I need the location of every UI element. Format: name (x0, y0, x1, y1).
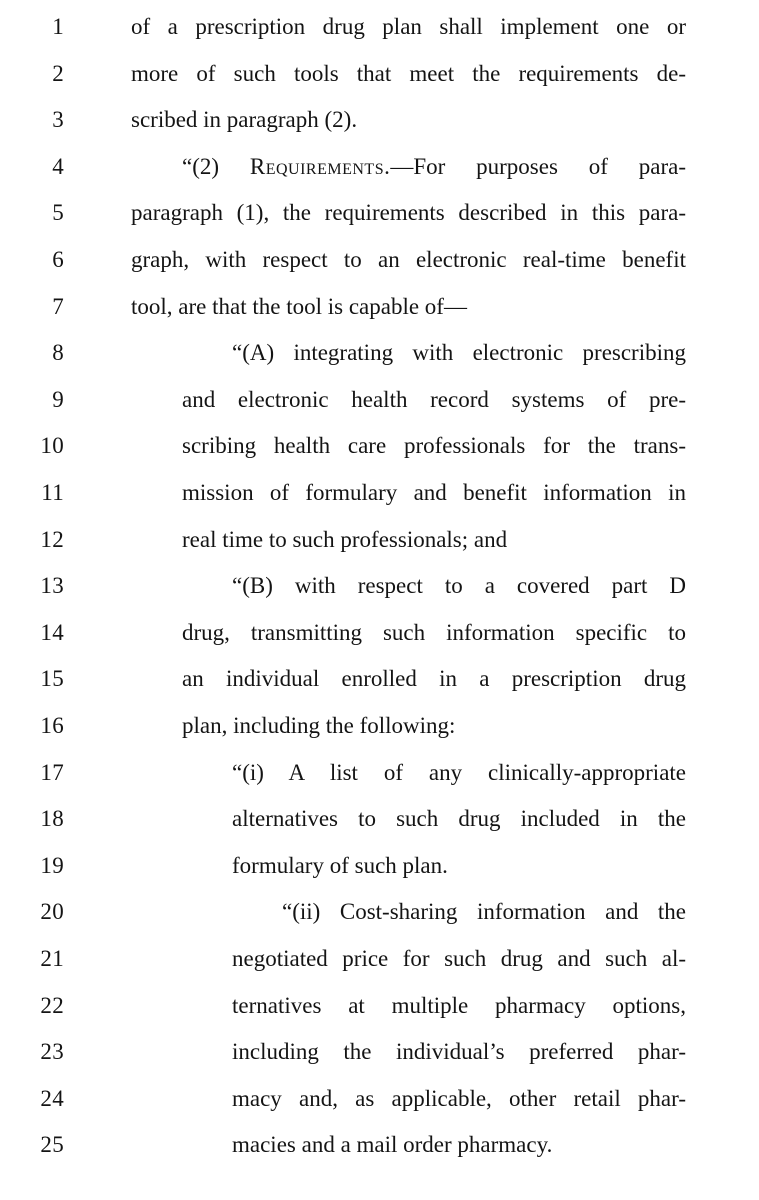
bill-line (0, 4, 759, 51)
bill-line (0, 656, 759, 703)
line-text: “(A) integrating with electronic prescribing (232, 340, 686, 366)
line-text: scribed in paragraph (2). (131, 107, 358, 133)
bill-line (0, 517, 759, 564)
line-number: 19 (40, 852, 64, 878)
line-text: plan, including the following: (182, 713, 456, 738)
line-text: tool, are that the tool is capable of— (131, 293, 467, 319)
bill-line (0, 423, 759, 470)
bill-line (0, 190, 759, 237)
bill-line (0, 51, 759, 98)
bill-line (0, 750, 759, 797)
line-text-rest: —For purposes of para- (390, 153, 686, 179)
bill-line (0, 889, 759, 936)
bill-line (0, 936, 759, 983)
line-number: 12 (40, 526, 64, 552)
line-number: 6 (52, 247, 64, 272)
bill-line (0, 796, 759, 843)
line-text: negotiated price for such drug and such al- (232, 946, 686, 971)
bill-line (0, 237, 759, 284)
line-number: 24 (40, 1085, 64, 1111)
line-number: 17 (40, 759, 64, 785)
line-number: 15 (40, 666, 64, 692)
line-number: 25 (40, 1132, 64, 1158)
line-text: “(ii) Cost-sharing information and the (282, 899, 686, 925)
line-text: including the individual’s preferred phar- (232, 1039, 686, 1065)
paragraph-marker: “(2) (182, 153, 250, 179)
line-number: 13 (40, 573, 64, 599)
bill-line (0, 1029, 759, 1076)
line-number: 14 (40, 619, 64, 645)
line-number: 4 (52, 153, 64, 179)
bill-line (0, 563, 759, 610)
line-number: 1 (52, 14, 64, 39)
bill-line (0, 843, 759, 890)
line-text: scribing health care professionals for the trans- (182, 433, 686, 459)
bill-line (0, 703, 759, 750)
line-text: an individual enrolled in a prescription drug (182, 666, 686, 692)
line-text: drug, transmitting such information specific to (182, 619, 686, 645)
line-text: graph, with respect to an electronic real-time benefit (131, 247, 686, 272)
bill-line (0, 470, 759, 517)
line-number: 18 (40, 806, 64, 832)
bill-line (0, 284, 759, 331)
bill-line (0, 97, 759, 144)
line-number: 22 (40, 992, 64, 1018)
line-number: 10 (40, 433, 64, 459)
line-number: 2 (52, 60, 64, 86)
line-text: macy and, as applicable, other retail phar- (232, 1085, 686, 1111)
line-text: formulary of such plan. (232, 852, 448, 878)
line-text: “(i) A list of any clinically-appropriate (232, 759, 686, 785)
line-text: mission of formulary and benefit information in (182, 480, 686, 505)
line-text: macies and a mail order pharmacy. (232, 1132, 553, 1158)
line-number: 3 (52, 107, 64, 133)
bill-line (0, 1122, 759, 1169)
line-number: 16 (40, 713, 64, 738)
line-text: “(B) with respect to a covered part D (232, 573, 686, 599)
line-text (182, 144, 686, 191)
bill-line (0, 144, 759, 191)
line-text: and electronic health record systems of pre- (182, 386, 686, 412)
line-text: paragraph (1), the requirements described in this para- (131, 200, 686, 226)
line-number: 23 (40, 1039, 64, 1065)
line-text: alternatives to such drug included in the (232, 806, 686, 832)
bill-line (0, 330, 759, 377)
bill-line (0, 377, 759, 424)
line-text: real time to such professionals; and (182, 526, 508, 552)
line-number: 21 (40, 946, 64, 971)
bill-line (0, 1076, 759, 1123)
section-heading: Requirements. (249, 153, 391, 179)
line-text: more of such tools that meet the requirements de- (131, 60, 686, 86)
line-number: 5 (52, 200, 64, 226)
line-number: 8 (52, 340, 64, 366)
bill-line (0, 983, 759, 1030)
line-number: 9 (52, 386, 64, 412)
line-text: of a prescription drug plan shall implement one or (131, 14, 686, 39)
line-number: 20 (40, 899, 64, 925)
line-number: 7 (52, 293, 64, 319)
line-text: ternatives at multiple pharmacy options, (232, 992, 686, 1018)
bill-line (0, 610, 759, 657)
line-number: 11 (41, 480, 64, 505)
